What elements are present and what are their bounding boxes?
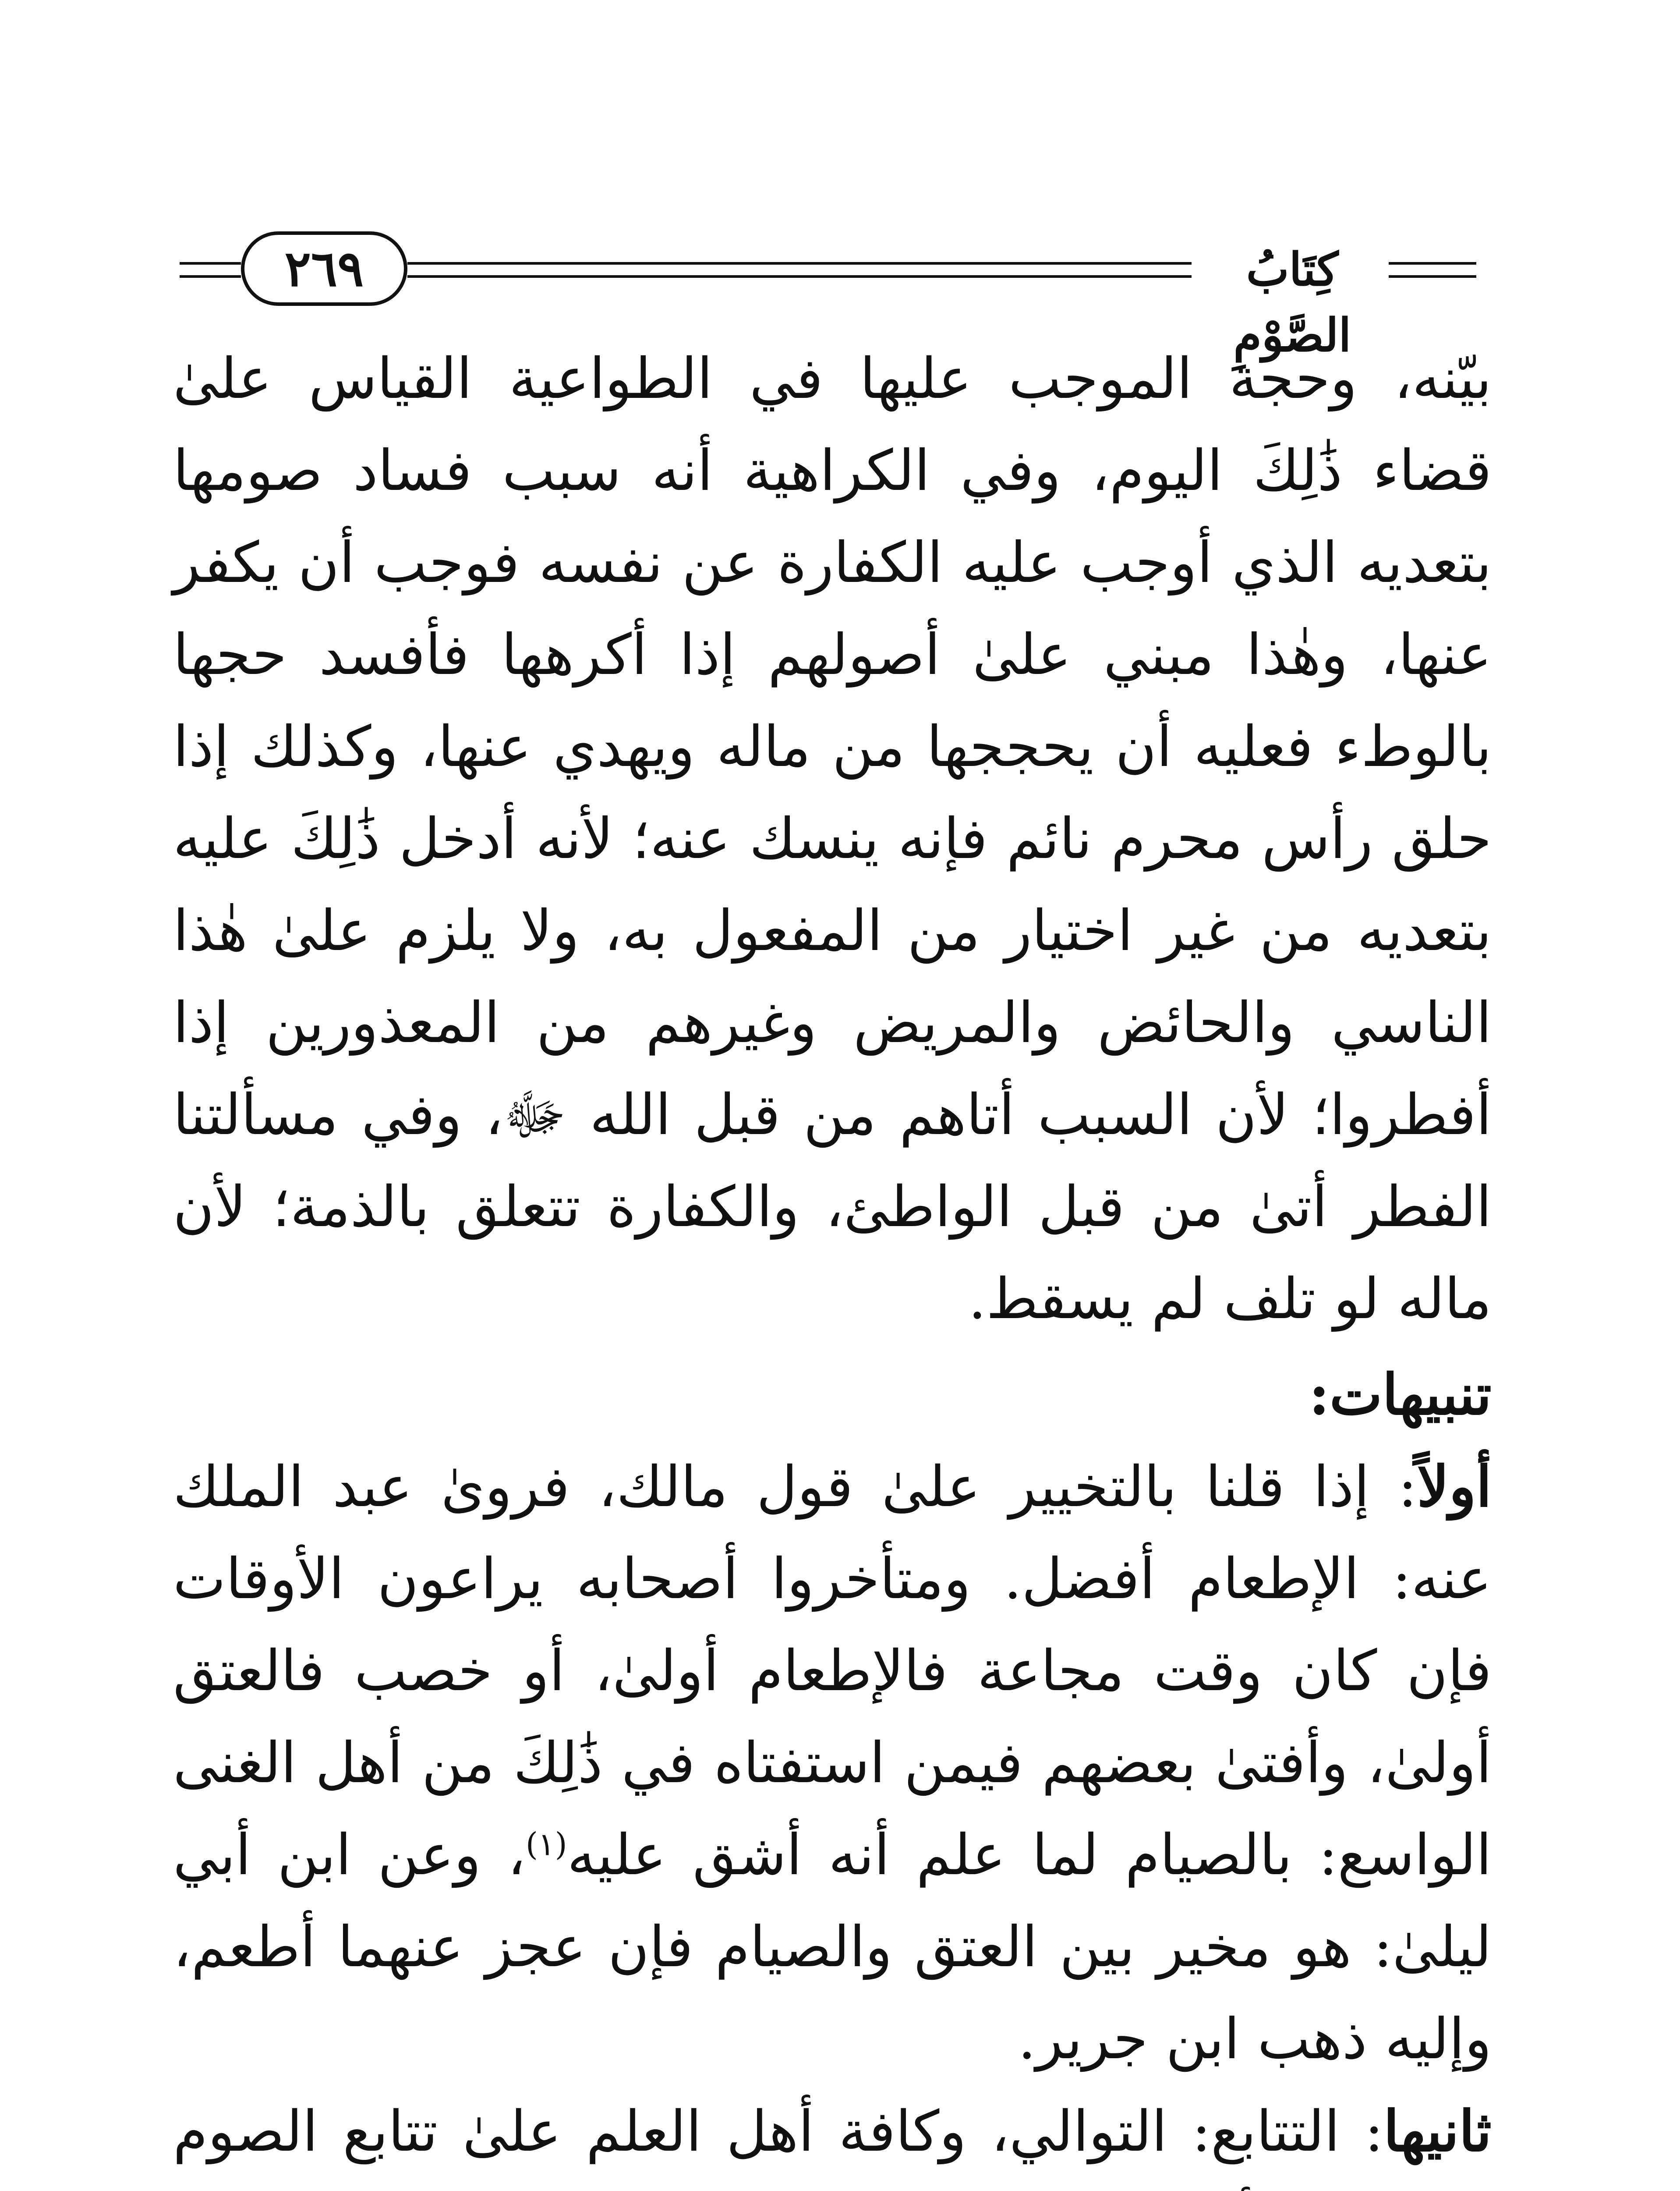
header-rule <box>180 262 241 265</box>
note-text: : التتابع: التوالي، وكافة أهل العلم علىٰ تتابع الصوم <box>173 2099 1384 2164</box>
header-rule <box>407 262 1192 265</box>
page-header <box>180 228 1476 362</box>
header-rule <box>180 275 241 278</box>
paragraph-second-note <box>173 2085 1492 2191</box>
note-text: : إذا قلنا بالتخيير علىٰ قول مالك، فروىٰ عبد الملك عنه: الإطعام أفضل. ومتأخروا أصحابه يراعون الأوقات فإن كان وقت مجاعة فالإطعام أولىٰ، أو خصب فالعتق أولىٰ، وأفتىٰ بعضهم فيمن استفتاه في ذَٰلِكَ من أهل الغنى الواسع: بالصيام لما علم أنه أشق عليه <box>173 1454 1492 1888</box>
book-title: كِتَابُ الصَّوْمِ <box>1233 242 1351 362</box>
paragraph-first-note <box>173 1441 1492 2085</box>
note-text: ، وعن ابن أبي ليلىٰ: هو مخير بين العتق والصيام فإن عجز عنهما أطعم، وإليه ذهب ابن جرير. <box>173 1822 1492 2072</box>
main-text <box>173 333 1492 2191</box>
paragraph-1: بيّنه، وحجة الموجب عليها في الطواعية القياس علىٰ قضاء ذَٰلِكَ اليوم، وفي الكراهية أنه سبب فساد صومها بتعديه الذي أوجب عليه الكفارة عن نفسه فوجب أن يكفر عنها، وهٰذا مبني علىٰ أصولهم إذا أكرهها فأفسد حجها بالوطء فعليه أن يحججها من ماله ويهدي عنها، وكذلك إذا حلق رأس محرم نائم فإنه ينسك عنه؛ لأنه أدخل ذَٰلِكَ عليه بتعديه من غير اختيار من المفعول به، ولا يلزم علىٰ هٰذا الناسي والحائض والمريض وغيرهم من المعذورين إذا أفطروا؛ لأن السبب أتاهم من قبل الله ﷻ، وفي مسألتنا الفطر أتىٰ من قبل الواطئ، والكفارة تتعلق بالذمة؛ لأن ماله لو تلف لم يسقط. <box>173 346 1492 1332</box>
header-rule <box>407 275 1192 278</box>
header-rule <box>1389 262 1476 265</box>
page-number: ٢٦٩ <box>241 231 407 306</box>
note-lead: أولاً <box>1417 1454 1492 1520</box>
footnote-ref[interactable]: (١) <box>525 1826 567 1863</box>
note-lead: ثانيها <box>1383 2099 1492 2164</box>
section-heading: تنبيهات: <box>1309 1362 1492 1428</box>
header-rule <box>1389 275 1476 278</box>
